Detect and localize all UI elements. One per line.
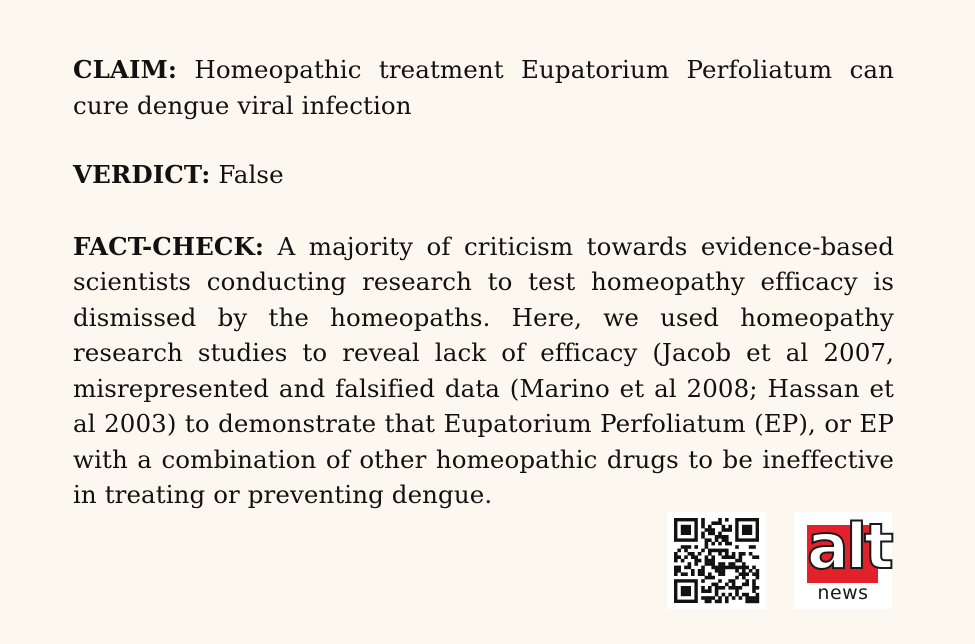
claim-paragraph bbox=[73, 52, 894, 123]
verdict-paragraph bbox=[73, 157, 894, 193]
fact-check-label: FACT-CHECK: bbox=[73, 231, 265, 261]
fact-check-card bbox=[73, 52, 894, 513]
fact-check-text: A majority of criticism towards evidence-based scientists conducting research to test homeopathy efficacy is dismissed by the homeopaths. Here, we used homeopathy research studies to reveal lack of efficacy (Jacob et al 2007, misrepresented and falsified data (Marino et al 2008; Hassan et al 2003) to demonstrate that Eupatorium Perfoliatum (EP), or EP with a combination of other homeopathic drugs to be ineffective in treating or preventing dengue. bbox=[73, 231, 895, 509]
qr-code bbox=[667, 512, 766, 609]
claim-label: CLAIM: bbox=[73, 55, 177, 84]
logo-news-text: news bbox=[817, 582, 869, 604]
verdict-label: VERDICT: bbox=[73, 160, 211, 189]
claim-text: Homeopathic treatment Eupatorium Perfoliatum can cure dengue viral infection bbox=[73, 55, 894, 120]
verdict-text: False bbox=[218, 160, 284, 189]
fact-check-paragraph bbox=[73, 229, 894, 513]
logo-alt-text: alt bbox=[807, 510, 891, 583]
alt-news-logo bbox=[794, 512, 892, 609]
qr-code-icon bbox=[667, 512, 766, 609]
